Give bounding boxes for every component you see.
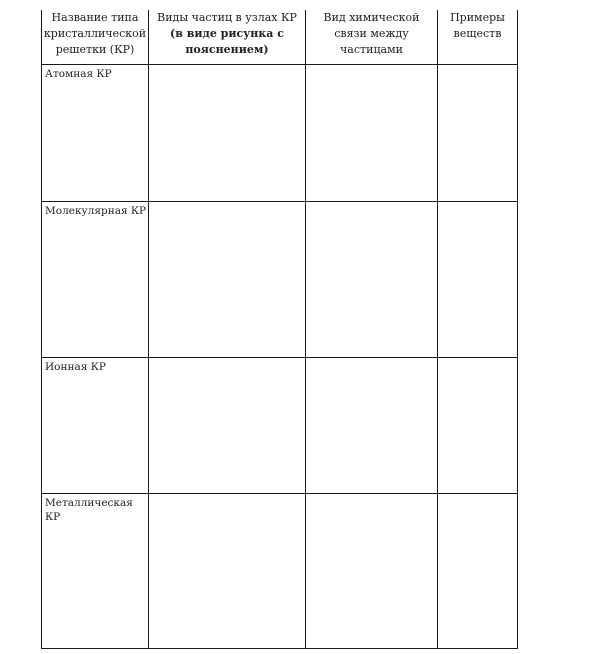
document-page (41, 10, 517, 648)
cell-examples-molecular[interactable] (438, 201, 518, 357)
cell-particles-ionic[interactable] (149, 357, 306, 493)
header-particle-types (149, 10, 306, 64)
cell-bond-ionic[interactable] (306, 357, 438, 493)
row-label-metallic: Металлическая КР (45, 496, 133, 523)
cell-bond-atomic[interactable] (306, 64, 438, 201)
cell-bond-metallic[interactable] (306, 493, 438, 648)
row-label-ionic: Ионная КР (45, 360, 106, 373)
table-row (42, 493, 518, 648)
crystal-lattice-table (41, 10, 518, 649)
header-examples (438, 10, 518, 64)
cell-particles-atomic[interactable] (149, 64, 306, 201)
cell-examples-metallic[interactable] (438, 493, 518, 648)
header-bond-type-text: Вид химической связи между частицами (323, 11, 420, 56)
row-label-cell (42, 64, 149, 201)
header-bond-type (306, 10, 438, 64)
header-lattice-type (42, 10, 149, 64)
cell-particles-metallic[interactable] (149, 493, 306, 648)
cell-examples-atomic[interactable] (438, 64, 518, 201)
table-header-row (42, 10, 518, 64)
header-examples-text: Примеры веществ (450, 11, 505, 40)
header-particle-types-text: Виды частиц в узлах КР (157, 11, 297, 24)
header-particle-types-note (149, 26, 305, 58)
table-row (42, 357, 518, 493)
row-label-cell (42, 493, 149, 648)
header-note-line-2: пояснением) (185, 43, 269, 56)
table-row (42, 201, 518, 357)
cell-particles-molecular[interactable] (149, 201, 306, 357)
cell-bond-molecular[interactable] (306, 201, 438, 357)
cell-examples-ionic[interactable] (438, 357, 518, 493)
row-label-molecular: Молекулярная КР (45, 204, 147, 217)
row-label-cell (42, 357, 149, 493)
row-label-cell (42, 201, 149, 357)
header-lattice-type-text: Название типа кристаллической решетки (КР) (43, 11, 147, 56)
row-label-atomic: Атомная КР (45, 67, 112, 80)
header-note-line-1: (в виде рисунка с (170, 27, 284, 40)
table-row (42, 64, 518, 201)
